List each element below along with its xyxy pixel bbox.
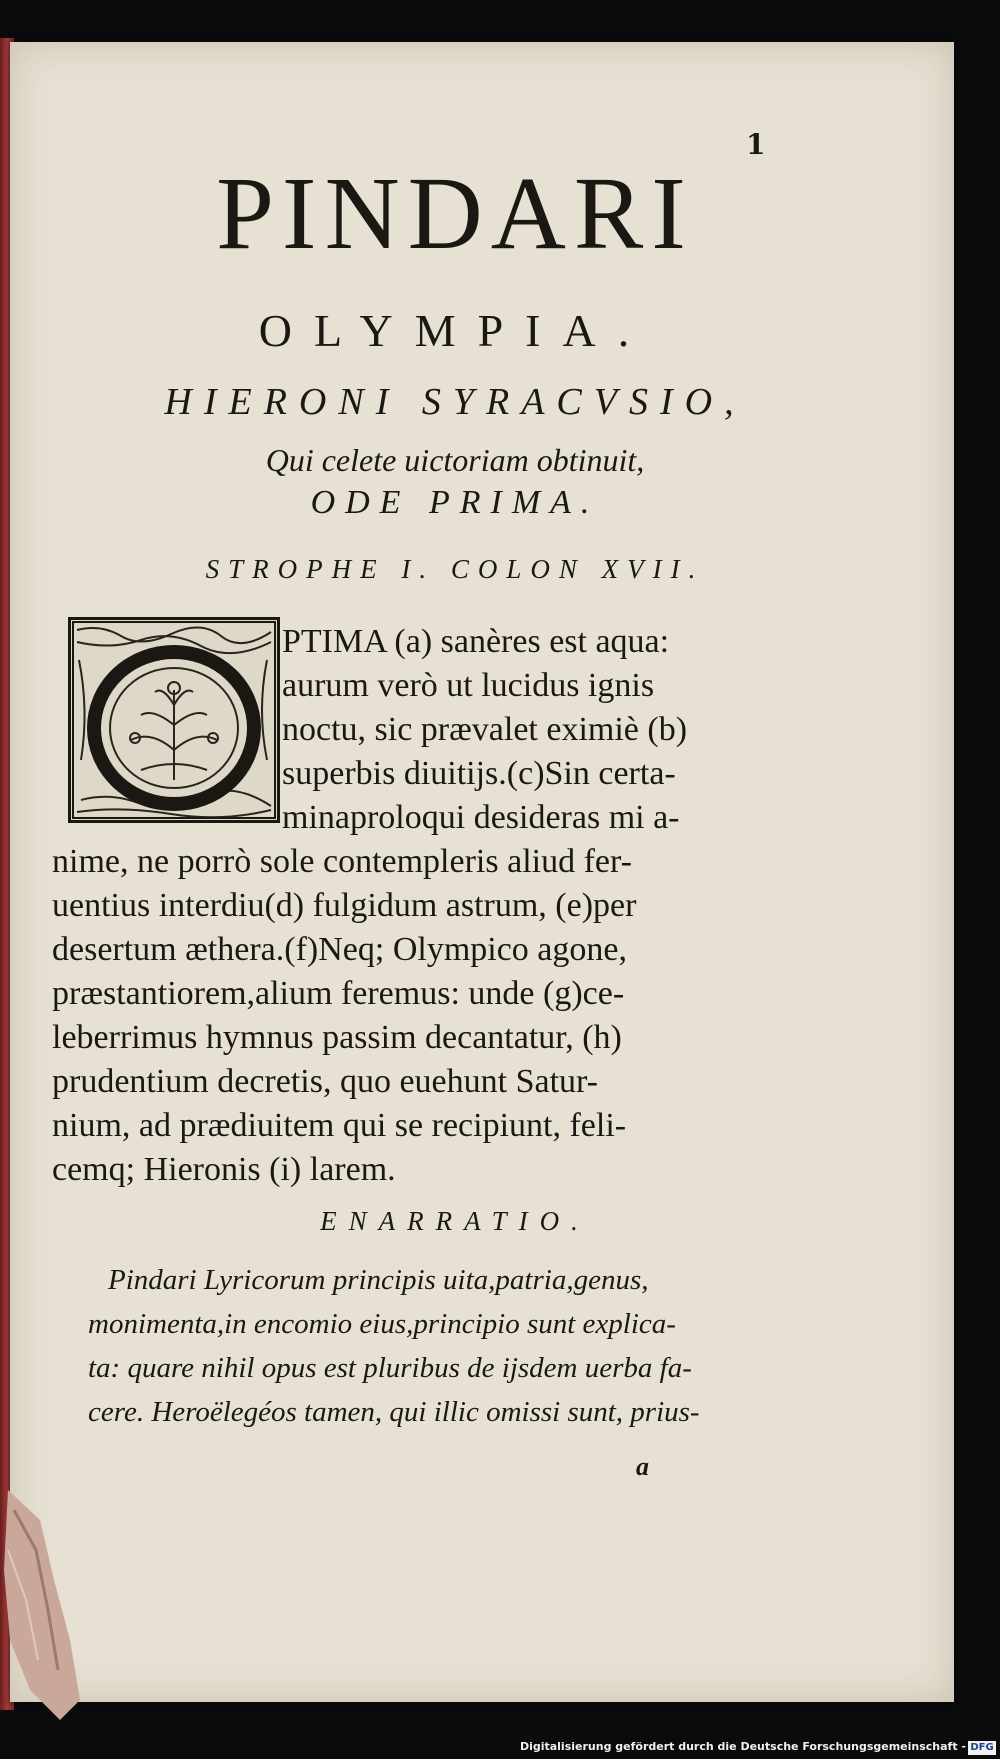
dedication-line: HIERONI SYRACVSIO, bbox=[164, 381, 746, 423]
page-title: PINDARI bbox=[216, 156, 694, 271]
commentary-line: cere. Heroëlegéos tamen, qui illic omissi sunt, prius- bbox=[88, 1396, 700, 1428]
ode-text-line: desertum æthera.(f)Neq; Olympico agone, bbox=[52, 931, 627, 968]
ode-text-line: cemq; Hieronis (i) larem. bbox=[52, 1151, 396, 1188]
footer-credit: Digitalisierung gefördert durch die Deutsche Forschungsgemeinschaft - bbox=[519, 1740, 966, 1753]
ode-text-line: aurum verò ut lucidus ignis bbox=[282, 667, 655, 704]
strophe-heading: STROPHE I. COLON XVII. bbox=[205, 554, 705, 584]
ode-text-line: prudentium decretis, quo euehunt Satur- bbox=[52, 1063, 599, 1100]
commentary-line: monimenta,in encomio eius,principio sunt explica- bbox=[88, 1308, 676, 1340]
page-number: 1 bbox=[746, 128, 766, 161]
bookmark-ribbon-icon bbox=[0, 1490, 80, 1720]
ode-text-line: superbis diuitijs.(c)Sin certa- bbox=[282, 755, 676, 792]
ode-text bbox=[52, 620, 760, 1192]
ode-text-line: nime, ne porrò sole contempleris aliud fer- bbox=[52, 843, 632, 880]
ode-text-line: leberrimus hymnus passim decantatur, (h) bbox=[52, 1019, 622, 1056]
dfg-logo-icon: DFG bbox=[968, 1741, 996, 1755]
commentary-line: Pindari Lyricorum principis uita,patria,genus, bbox=[108, 1264, 649, 1296]
commentary-line: ta: quare nihil opus est pluribus de ijsdem uerba fa- bbox=[88, 1352, 692, 1384]
enarratio-heading: ENARRATIO. bbox=[320, 1206, 590, 1236]
section-title: OLYMPIA. bbox=[258, 305, 652, 356]
ode-text-line: præstantiorem,alium feremus: unde (g)ce- bbox=[52, 975, 625, 1012]
subtitle-line: Qui celete uictoriam obtinuit, bbox=[265, 442, 645, 478]
ode-text-line: nium, ad prædiuitem qui se recipiunt, feli- bbox=[52, 1107, 627, 1144]
ode-text-line: noctu, sic prævalet eximiè (b) bbox=[282, 711, 688, 748]
ode-text-line: uentius interdiu(d) fulgidum astrum, (e)per bbox=[52, 887, 637, 924]
ode-text-line: minaproloqui desideras mi a- bbox=[282, 799, 680, 836]
catchword: a bbox=[636, 1452, 649, 1481]
book-page bbox=[10, 42, 954, 1702]
commentary-text bbox=[88, 1258, 768, 1434]
ode-text-line: PTIMA (a) sanères est aqua: bbox=[282, 623, 670, 660]
ode-label: ODE PRIMA. bbox=[310, 484, 600, 521]
